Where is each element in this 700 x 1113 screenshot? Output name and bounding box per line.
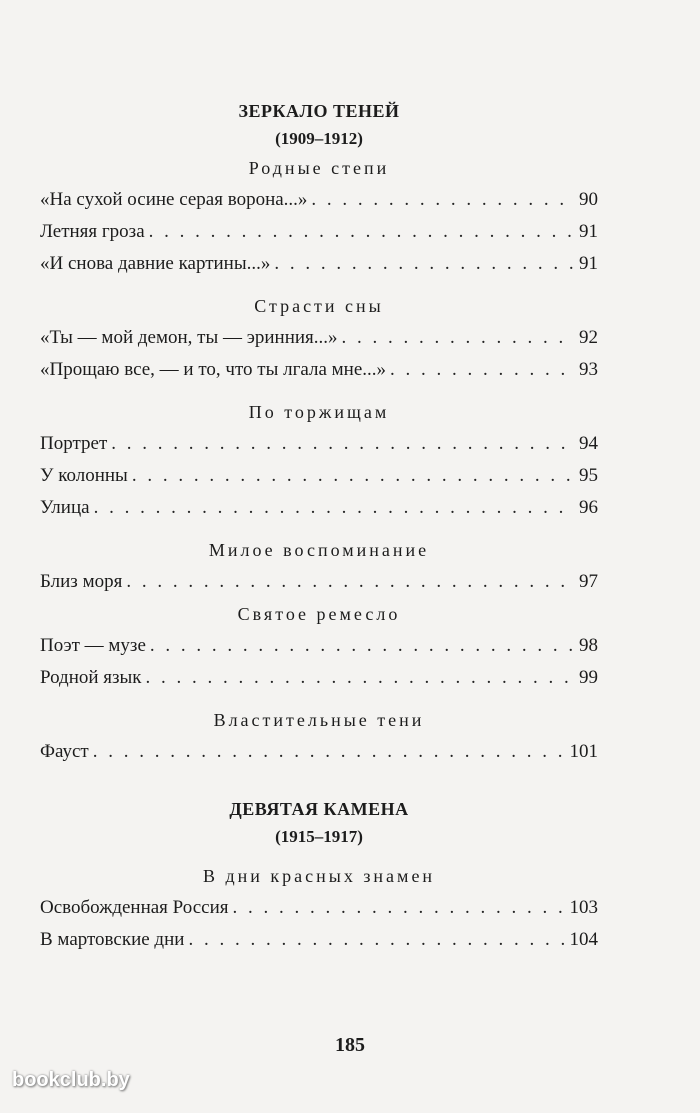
dot-leader (342, 322, 575, 354)
part-title: ДЕВЯТАЯ КАМЕНА (229, 799, 409, 819)
toc-entry[interactable] (40, 354, 598, 386)
dot-leader (390, 354, 575, 386)
toc-entry[interactable] (40, 892, 598, 924)
page-number: 185 (335, 1034, 365, 1056)
toc-entry[interactable] (40, 630, 598, 662)
section-title: Родные степи (248, 158, 390, 178)
table-of-contents (40, 96, 598, 956)
entry-page: 91 (579, 221, 598, 242)
entry-title: Поэт — музе (40, 635, 146, 656)
watermark-logo: bookclub.by (12, 1069, 130, 1091)
entry-title: Близ моря (40, 571, 123, 592)
entry-page: 91 (579, 253, 598, 274)
entry-page: 101 (569, 741, 598, 762)
entry-page: 93 (579, 359, 598, 380)
dot-leader (274, 248, 575, 280)
dot-leader (111, 428, 575, 460)
entry-title: «Прощаю все, — и то, что ты лгала мне...» (40, 359, 386, 380)
section-title: Святое ремесло (237, 604, 401, 624)
entry-title: Родной язык (40, 667, 142, 688)
entry-page: 94 (579, 433, 598, 454)
toc-entry[interactable] (40, 460, 598, 492)
entry-title: Летняя гроза (40, 221, 145, 242)
toc-entry[interactable] (40, 428, 598, 460)
dot-leader (233, 892, 566, 924)
part-zerkalo-tenei (40, 96, 598, 768)
entry-title: Освобожденная Россия (40, 897, 229, 918)
dot-leader (311, 184, 575, 216)
entry-page: 104 (569, 929, 598, 950)
dot-leader (132, 460, 575, 492)
section-title: Властительные тени (213, 710, 425, 730)
section-title: Страсти сны (254, 296, 384, 316)
dot-leader (149, 216, 575, 248)
toc-entry[interactable] (40, 566, 598, 598)
dot-leader (93, 736, 566, 768)
entry-title: «На сухой осине серая ворона...» (40, 189, 308, 210)
dot-leader (126, 566, 575, 598)
toc-entry[interactable] (40, 662, 598, 694)
dot-leader (94, 492, 575, 524)
toc-entry[interactable] (40, 248, 598, 280)
part-title: ЗЕРКАЛО ТЕНЕЙ (238, 101, 400, 121)
section-title: В дни красных знамен (202, 866, 436, 886)
toc-entry[interactable] (40, 924, 598, 956)
part-years: (1909–1912) (275, 129, 363, 148)
entry-page: 99 (579, 667, 598, 688)
entry-title: В мартовские дни (40, 929, 185, 950)
entry-page: 90 (579, 189, 598, 210)
section-title: По торжищам (248, 402, 390, 422)
entry-title: Портрет (40, 433, 108, 454)
entry-page: 98 (579, 635, 598, 656)
entry-page: 97 (579, 571, 598, 592)
section-title: Милое воспоминание (208, 540, 430, 560)
entry-title: «Ты — мой демон, ты — эринния...» (40, 327, 338, 348)
entry-title: Фауст (40, 741, 89, 762)
entry-page: 96 (579, 497, 598, 518)
entry-title: «И снова давние картины...» (40, 253, 271, 274)
toc-entry[interactable] (40, 736, 598, 768)
entry-page: 92 (579, 327, 598, 348)
entry-title: Улица (40, 497, 90, 518)
dot-leader (188, 924, 565, 956)
toc-entry[interactable] (40, 216, 598, 248)
dot-leader (146, 662, 575, 694)
toc-entry[interactable] (40, 492, 598, 524)
entry-page: 103 (569, 897, 598, 918)
toc-entry[interactable] (40, 184, 598, 216)
entry-title: У колонны (40, 465, 128, 486)
part-deviataia-kamena (40, 794, 598, 956)
entry-page: 95 (579, 465, 598, 486)
toc-entry[interactable] (40, 322, 598, 354)
part-years: (1915–1917) (275, 827, 363, 846)
dot-leader (150, 630, 575, 662)
